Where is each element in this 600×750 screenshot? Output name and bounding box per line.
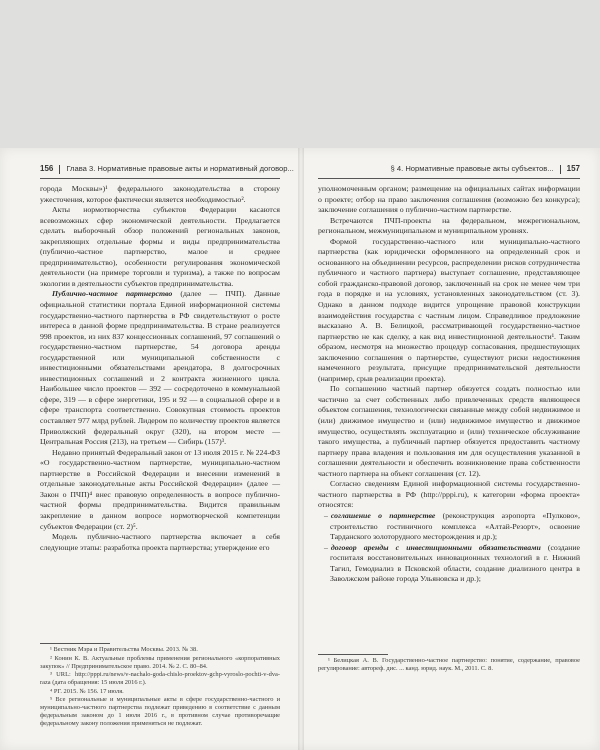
right-footnote-rule: [318, 654, 388, 655]
list-item: [318, 543, 580, 585]
left-page-number: 156: [40, 164, 54, 173]
left-footnotes: [40, 646, 280, 729]
project-form-list: [318, 511, 580, 585]
right-running-head: [391, 164, 580, 178]
paragraph: Недавно принятый Федеральный закон от 13 июля 2015 г. № 224-ФЗ «О государственно-частном партнерстве, муниципально-частном партнерстве в Российской Федерации и внесении изменений в отдельные законодательные акты Российской Федерации» (далее — Закон о ПЧП)⁴ внес правовую определенность в вопросе публично-частной формы предпринимательства. Видится правильным закрепление в данном вопросе нормотворческой компетенции субъектов Федерации (ст. 2)⁵.: [40, 447, 280, 531]
paragraph: Формой государственно-частного или муниципально-частного партнерства (как юридически оформленного на определенный срок и основанного на объединении ресурсов, распределении рисков сотрудничества публичного и частного партнера) выступает соглашение, представляющее собой гражданско-правовой договор, заключенный на срок не менее чем три года в порядке и на условиях, установленных законодательством (ст. 3). Однако в данном подходе видится упрощение правовой конструкции взаимодействия государства с частным лицом. Справедливое предложение высказано А. В. Белицкой, рассматривающей государственно-частное партнерство не как сделку, а как вид инвестиционной деятельности¹. Таким образом, несмотря на множество процедур согласования, предшествующих заключению соглашения о партнерстве, существуют риски недостижения намеченного результата, присущие предпринимательской деятельности (например, срыв реализации проекта).: [318, 236, 580, 383]
list-item-text: (реконструкция аэропорта «Пулково», строительство гостиничного комплекса «Алтай-Резорт», освоение Тарданского золоторудного месторождения и др.);: [330, 510, 581, 542]
footnote: ⁵ Все региональные и муниципальные акты в сфере государственно-частного и муниципально-частного партнерства подлежат приведению в соответствие с данным федеральным законом до 1 июля 2016 г., в противном случае противоречащие федеральному закону положения применяться не подлежат.: [40, 696, 280, 727]
footnote: ¹ Белицкая А. В. Государственно-частное партнерство: понятие, содержание, правовое регулирование: автореф. дис. ... канд. юрид. наук. М., 2011. С. 8.: [318, 657, 580, 672]
footnote: ³ URL: http://pppi.ru/news/v-nachalo-goda-chislo-proektov-gchp-vyroslo-pochti-v-dva-raza (дата обращения: 15 июля 2016 г.).: [40, 671, 280, 686]
paragraph: Согласно сведениям Единой информационной системы государственно-частного партнерства в РФ (http://pppi.ru), к категории «форма проекта» относятся:: [318, 479, 580, 510]
left-running-head: [40, 164, 294, 178]
right-header-rule: [318, 178, 580, 179]
ppp-paragraph-text: (далее — ПЧП). Данные официальной статистики портала Единой информационной системы государственно-частного партнерства в РФ свидетельствуют о росте интереса в данной форме предпринимательства. В стране реализуется 998 проектов, из них 837 концессионных соглашений, 97 соглашений о государственно-частном партнерстве, 54 договора аренды государственной или муниципальной собственности с инвестиционными обязательствами арендатора, 8 долгосрочных инвестиционных соглашений и 2 контракта жизненного цикла. Наибольшее число проектов — 392 — сосредоточено в коммунальной сфере, 319 — в сфере энергетики, 195 и 92 — в социальной сфере и в сфере транспорта соответственно. Совокупная стоимость проектов составляет 977 млрд рублей. Лидером по количеству проектов является Приволжский федеральный округ (320), на втором месте — Центральная Россия (213), на третьем — Сибирь (157)³.: [40, 289, 281, 447]
right-body-text: [318, 184, 580, 585]
right-page: [304, 148, 600, 750]
footnote: ⁴ РГ. 2015. № 156. 17 июля.: [50, 687, 124, 695]
paragraph: Акты нормотворчества субъектов Федерации касаются всевозможных сфер экономической деятельности. Предлагается сделать выборочный обзор положений региональных законов, закрепляющих отдельные формы и виды предпринимательства (публично-частное партнерство, малое и среднее предпринимательство), особенности регулирования экономической деятельности (на примере торговли и туризма), а также по вопросам экологии в деятельности субъектов предпринимательства.: [40, 205, 280, 288]
right-footnotes: [318, 657, 580, 674]
list-item-text: (создание госпиталя восстановительных инновационных технологий в г. Нижний Тагил, Гемодиализ в Псковской области, создание диализного центра в Заволжском районе города Ульяновска и др.);: [330, 542, 580, 584]
ppp-heading: Публично-частное партнерство: [52, 289, 173, 299]
left-footnote-rule: [40, 643, 110, 644]
paragraph: По соглашению частный партнер обязуется создать полностью или частично за счет собственных либо привлеченных средств являющееся объектом соглашения, технологически связанные между собой недвижимое и (или) движимое имущество и (или) недвижимое имущество и движимое имущество, осуществлять эксплуатацию и (или) техническое обслуживание такого имущества, а публичный партнер обязуется предоставить частному партнеру права владения и пользования им для осуществления указанной в соглашении деятельности и обеспечить возникновение права собственности частного партнера на объект соглашения (ст. 12).: [318, 384, 580, 478]
left-page: [0, 148, 298, 750]
left-running-head-title: Глава 3. Нормативные правовые акты и нормативный договор...: [66, 164, 294, 173]
footnote: ² Конин К. В. Актуальные проблемы применения регионального «корпоративных закупок» // Предпринимательское право. 2014. № 2. С. 80–84.: [40, 654, 280, 670]
left-header-rule: [40, 178, 280, 179]
paragraph: уполномоченным органом; размещение на официальных сайтах информации о проекте; отбор на право заключения соглашения (возможно без конкурса); заключение соглашения о публично-частном партнерстве.: [318, 184, 580, 215]
running-head-separator: [560, 165, 561, 174]
paragraph: города Москвы»)¹ федерального законодательства в сторону ужесточения, которое фактически является необходимостью².: [40, 184, 280, 204]
right-page-number: 157: [566, 164, 580, 173]
footnote: ¹ Вестник Мэра и Правительства Москвы. 2013. № 38.: [50, 646, 198, 653]
left-body-text: [40, 184, 280, 553]
paragraph: Встречаются ПЧП-проекты на федеральном, межрегиональном, региональном, межмуниципальном и муниципальном уровнях.: [318, 215, 580, 236]
book-spread: [0, 148, 600, 750]
list-item: [318, 511, 580, 543]
list-item-term: соглашение о партнерстве: [330, 510, 436, 520]
paragraph: Модель публично-частного партнерства включает в себя следующие этапы: разработка проекта партнерства; утверждение его: [40, 532, 280, 552]
right-running-head-title: § 4. Нормативные правовые акты субъектов...: [390, 164, 554, 173]
list-item-term: договор аренды с инвестиционными обязательствами: [330, 542, 541, 552]
running-head-separator: [59, 165, 60, 174]
paragraph: [40, 289, 280, 447]
